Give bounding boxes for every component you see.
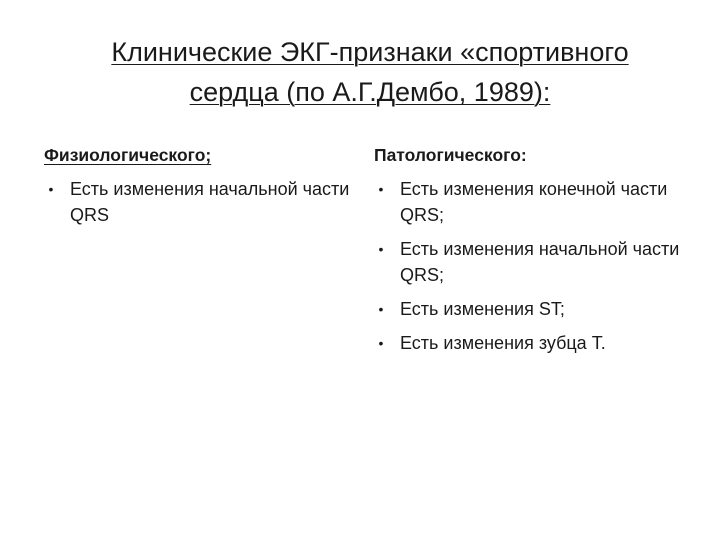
- list-item: [374, 236, 694, 288]
- pathological-heading: Патологического:: [374, 145, 527, 165]
- list-item-text: Есть изменения конечной части QRS;: [400, 179, 668, 225]
- pathological-column: [374, 140, 694, 364]
- list-item-text: Есть изменения зубца Т.: [400, 333, 606, 353]
- list-item: [374, 176, 694, 228]
- bullet-icon: •: [378, 241, 384, 257]
- bullet-icon: •: [378, 335, 384, 351]
- slide-title: [60, 32, 680, 112]
- list-item: [374, 296, 694, 322]
- list-item-text: Есть изменения начальной части QRS: [70, 179, 350, 225]
- list-item-text: Есть изменения ST;: [400, 299, 565, 319]
- list-item: [44, 176, 362, 228]
- physiological-column: [44, 140, 362, 236]
- bullet-icon: •: [378, 181, 384, 197]
- physiological-heading: Физиологического;: [44, 145, 212, 165]
- pathological-list: [374, 176, 694, 356]
- slide-title-line-1: Клинические ЭКГ-признаки «спортивного: [111, 37, 629, 67]
- bullet-icon: •: [48, 181, 54, 197]
- physiological-list: [44, 176, 362, 228]
- slide-title-line-2: сердца (по А.Г.Дембо, 1989):: [189, 77, 551, 107]
- list-item-text: Есть изменения начальной части QRS;: [400, 239, 680, 285]
- list-item: [374, 330, 694, 356]
- bullet-icon: •: [378, 301, 384, 317]
